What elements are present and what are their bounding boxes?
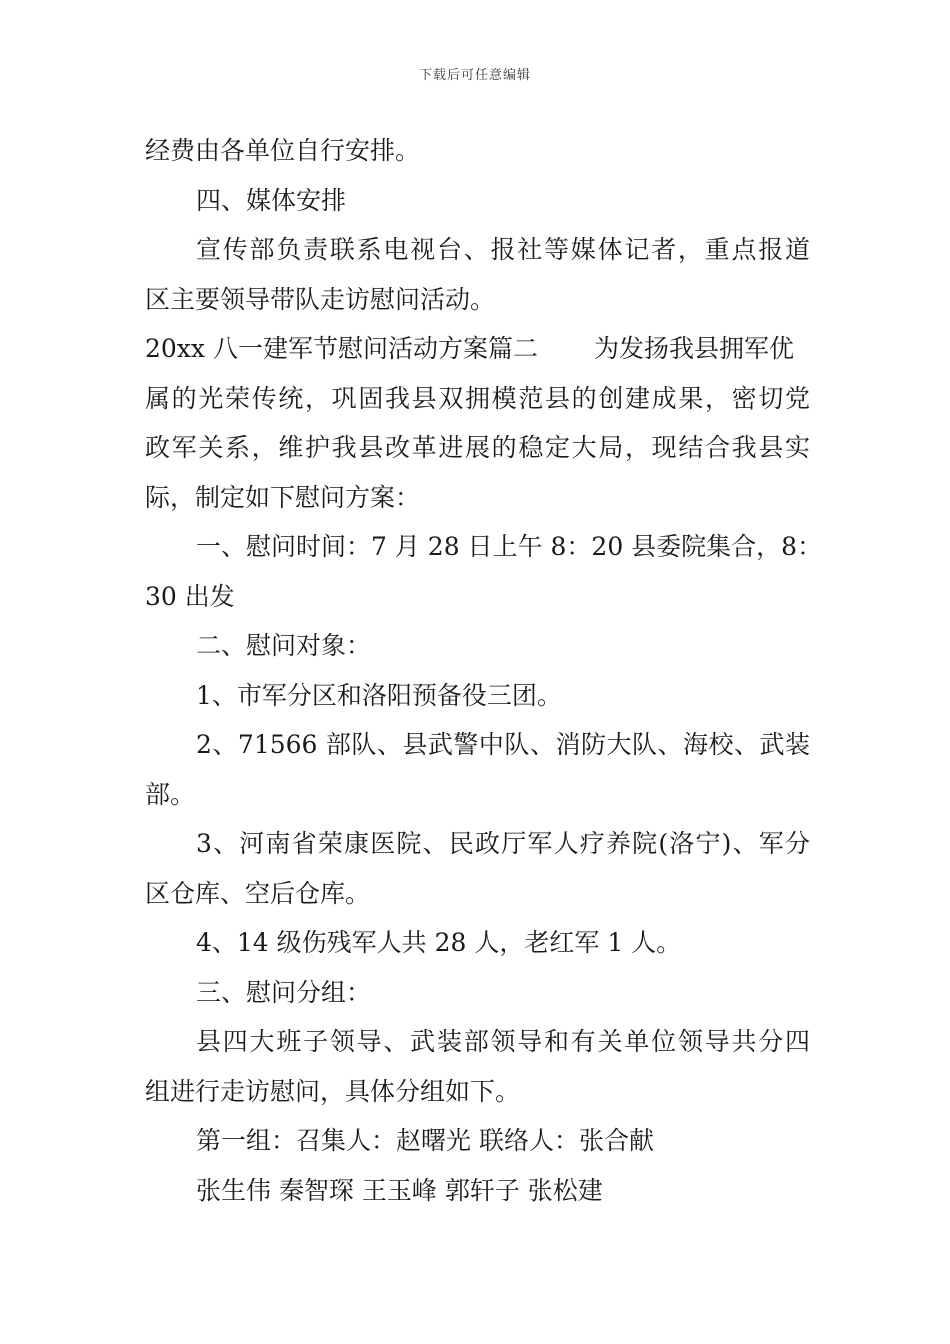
list-item: 2、71566 部队、县武警中队、消防大队、海校、武装 xyxy=(196,730,810,759)
paragraph-line: 组进行走访慰问，具体分组如下。 xyxy=(145,1076,521,1106)
list-item: 4、14 级伤残军人共 28 人，老红军 1 人。 xyxy=(196,928,682,957)
paragraph-text: 为发扬我县拥军优 xyxy=(593,334,794,363)
document-body xyxy=(145,126,823,1215)
section-heading-media: 四、媒体安排 xyxy=(196,185,347,215)
paragraph-line: 经费由各单位自行安排。 xyxy=(145,136,421,165)
paragraph-line: 政军关系，维护我县改革进展的稳定大局，现结合我县实 xyxy=(145,433,810,462)
section-heading-targets: 二、慰问对象： xyxy=(196,631,372,660)
paragraph-line: 际，制定如下慰问方案： xyxy=(145,482,421,512)
page-header: 下载后可任意编辑 xyxy=(418,68,531,83)
paragraph-line: 部。 xyxy=(145,779,196,809)
plan-title: 20xx 八一建军节慰问活动方案篇二 xyxy=(145,334,538,363)
section-heading-groups: 三、慰问分组： xyxy=(196,977,372,1007)
list-item: 3、河南省荣康医院、民政厅军人疗养院(洛宁)、军分 xyxy=(196,829,810,858)
paragraph-line: 区仓库、空后仓库。 xyxy=(145,878,371,908)
paragraph-line: 一、慰问时间：7 月 28 日上午 8：20 县委院集合，8： xyxy=(196,532,823,561)
paragraph-line: 30 出发 xyxy=(145,581,235,611)
paragraph-line xyxy=(145,324,810,374)
paragraph-line: 宣传部负责联系电视台、报社等媒体记者，重点报道 xyxy=(196,235,810,264)
paragraph-line: 属的光荣传统，巩固我县双拥模范县的创建成果，密切党 xyxy=(145,383,810,413)
paragraph-line: 县四大班子领导、武装部领导和有关单位领导共分四 xyxy=(196,1027,810,1056)
group-one-members: 张生伟 秦智琛 王玉峰 郭轩子 张松建 xyxy=(196,1175,603,1205)
paragraph-line: 区主要领导带队走访慰问活动。 xyxy=(145,284,496,314)
list-item: 1、市军分区和洛阳预备役三团。 xyxy=(196,680,562,710)
group-one-leaders: 第一组：召集人：赵曙光 联络人：张合献 xyxy=(196,1126,654,1155)
